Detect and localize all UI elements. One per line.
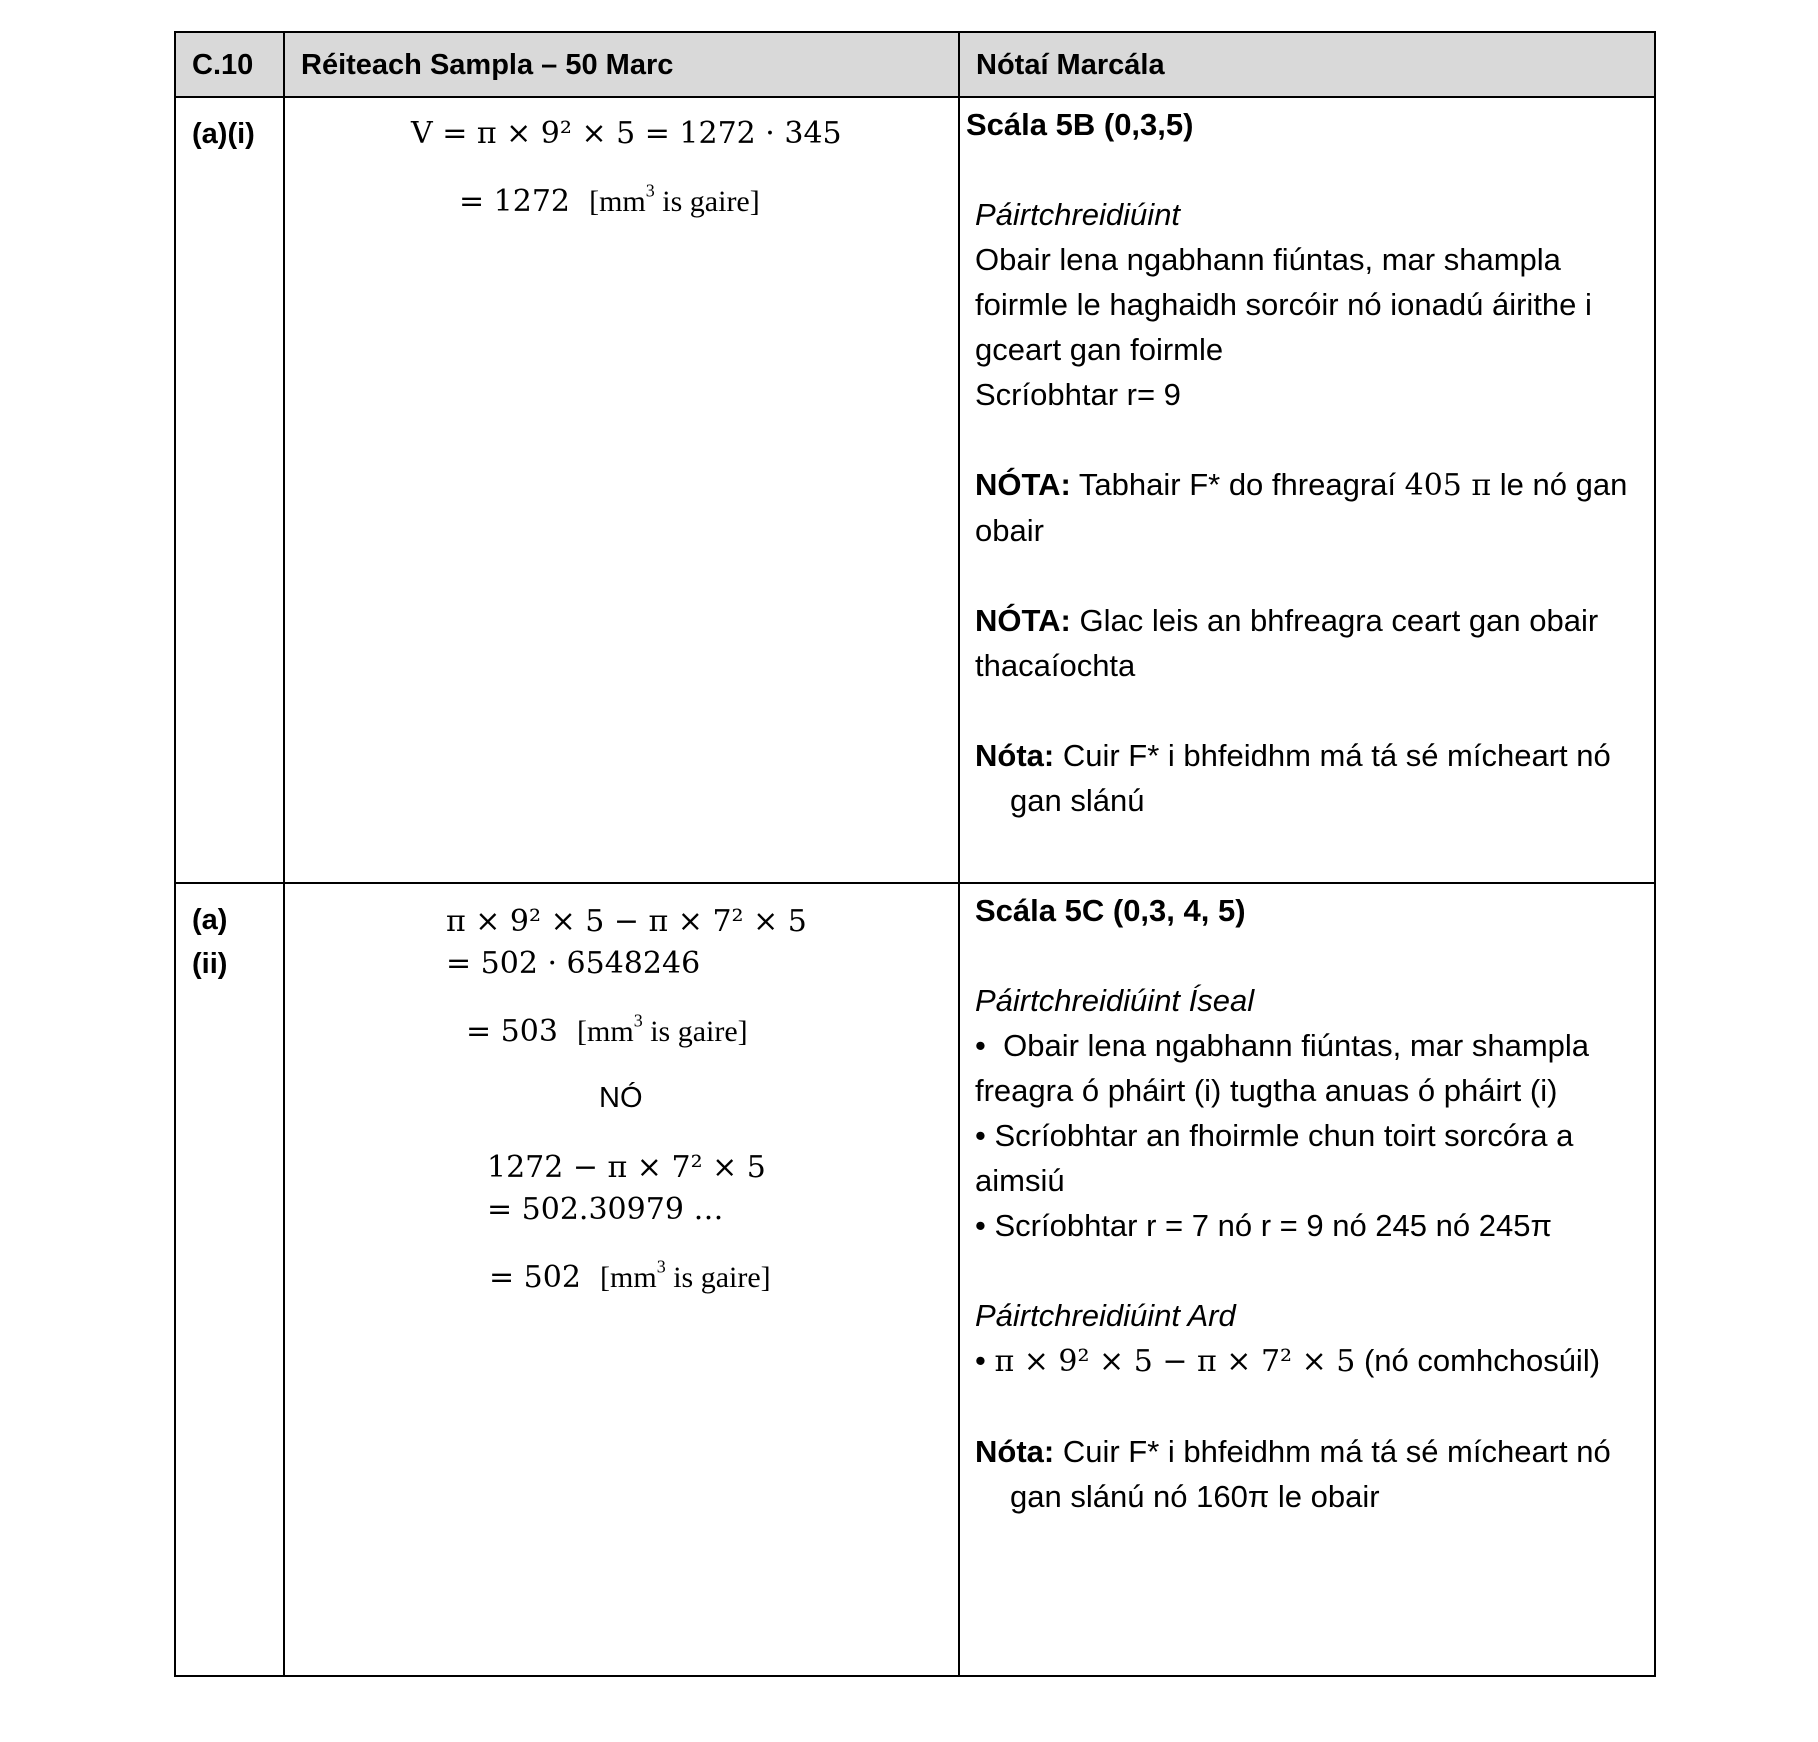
answer-unit: [$mm^3$ is gaire] — [589, 180, 760, 218]
column-divider — [958, 884, 960, 1675]
note: Nóta: Cuir F* i bhfeidhm má tá sé mícheart nó gan slánú nó 160π le obair — [975, 1434, 1611, 1514]
marking-scheme-table — [174, 31, 1656, 1677]
part-label: (a)(i) — [192, 118, 255, 150]
partial-credit-text: Obair lena ngabhann fiúntas, mar shampla foirmle le haghaidh sorcóir nó ionadú áirithe i gceart gan foirmle — [975, 242, 1592, 367]
column-divider — [283, 884, 285, 1675]
scale-heading: Scála 5B (0,3,5) — [966, 107, 1194, 142]
answer-value: = 1272 — [459, 184, 571, 219]
solution-2-answer: = 502 [$mm^3$ is gaire] — [489, 1256, 771, 1295]
solution-2-line-2: = 502.30979 … — [487, 1192, 724, 1227]
low-partial-credit-title: Páirtchreidiúint Íseal — [975, 983, 1255, 1018]
solution-1-line-1: π × 9² × 5 − π × 7² × 5 — [446, 904, 807, 939]
low-bullet: • Scríobhtar r = 7 nó r = 9 nó 245 nó 245π — [975, 1208, 1552, 1243]
part-label: (a) (ii) — [192, 904, 228, 980]
partial-credit-r: Scríobhtar r= 9 — [975, 377, 1181, 412]
note-2: NÓTA: Glac leis an bhfreagra ceart gan obair thacaíochta — [975, 603, 1599, 683]
solution-1-line-2: = 502 · 6548246 — [446, 946, 701, 981]
column-divider — [958, 33, 960, 96]
scale-heading: Scála 5C (0,3, 4, 5) — [975, 893, 1246, 928]
note-3: Nóta: Cuir F* i bhfeidhm má tá sé mícheart nó gan slánú — [975, 738, 1611, 818]
notes-column-title: Nótaí Marcála — [976, 49, 1165, 81]
or-separator: NÓ — [599, 1082, 643, 1114]
column-divider — [283, 33, 285, 96]
solution-line: V = π × 9² × 5 = 1272 · 345 — [411, 116, 842, 151]
low-bullet: • Scríobhtar an fhoirmle chun toirt sorcóra a aimsiú — [975, 1118, 1574, 1198]
column-divider — [283, 98, 285, 882]
question-number: C.10 — [192, 49, 254, 81]
solution-answer — [459, 180, 760, 219]
low-bullet: • Obair lena ngabhann fiúntas, mar shampla freagra ó pháirt (i) tugtha anuas ó pháirt (i) — [975, 1028, 1590, 1108]
high-bullet: • π × 9² × 5 − π × 7² × 5 (nó comhchosúil) — [975, 1343, 1601, 1379]
marking-notes — [975, 888, 1643, 1519]
solution-column-title: Réiteach Sampla – 50 Marc — [301, 49, 674, 81]
table-header-row — [176, 33, 1654, 98]
solution-1-answer: = 503 [$mm^3$ is gaire] — [466, 1010, 748, 1049]
note-1: NÓTA: Tabhair F* do fhreagraí 405 π le nó gan obair — [975, 467, 1628, 548]
column-divider — [958, 98, 960, 882]
high-partial-credit-title: Páirtchreidiúint Ard — [975, 1298, 1236, 1333]
table-row-a-i — [176, 98, 1654, 884]
table-row-a-ii — [176, 884, 1654, 1675]
partial-credit-title: Páirtchreidiúint — [975, 197, 1181, 232]
marking-notes — [966, 102, 1643, 823]
solution-2-line-1: 1272 − π × 7² × 5 — [487, 1150, 766, 1185]
